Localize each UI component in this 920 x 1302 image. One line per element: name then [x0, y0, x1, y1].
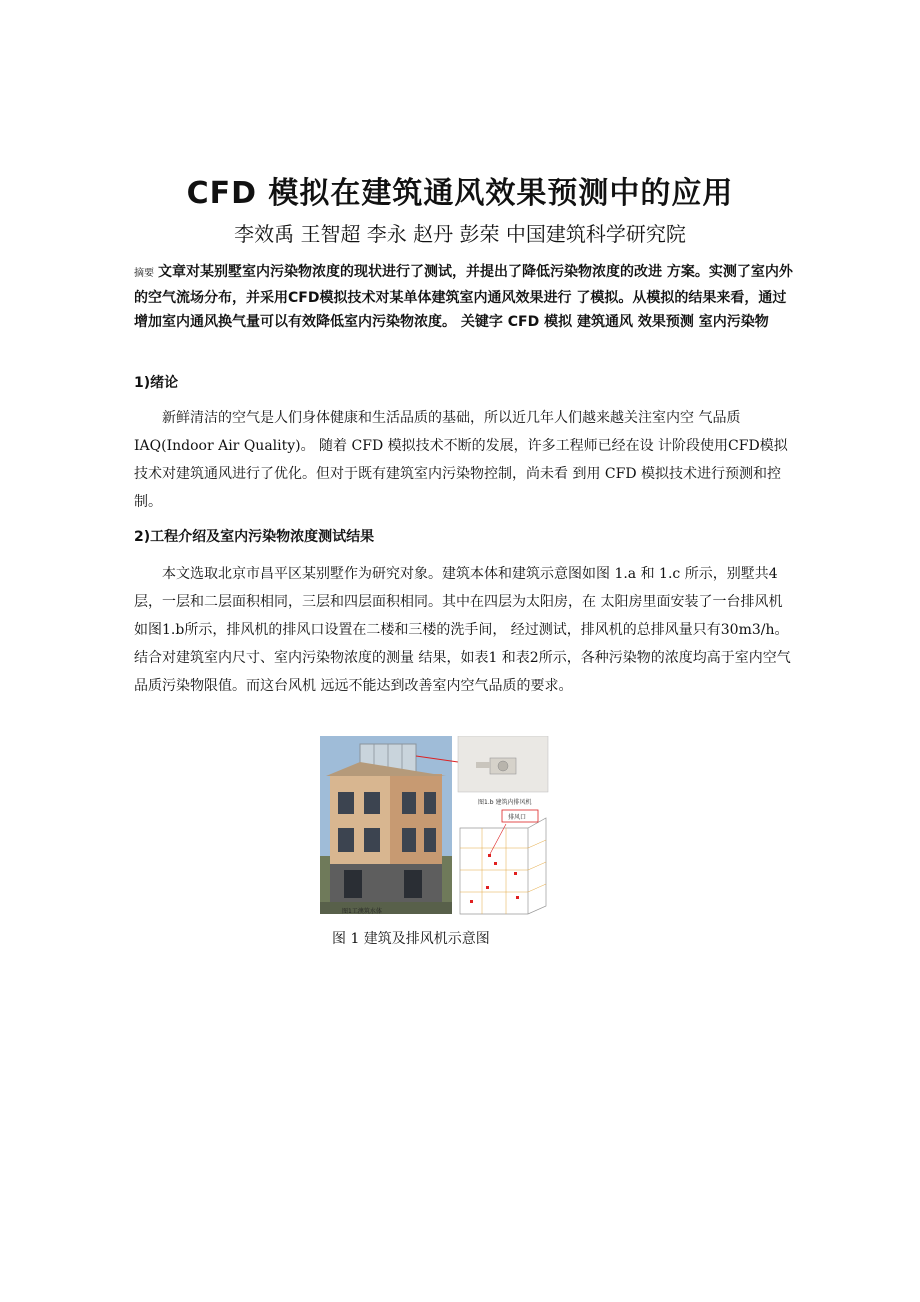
figure-label-a: 图1工澳筑水体 [342, 908, 382, 915]
section-paragraph-1: 新鲜清洁的空气是人们身体健康和生活品质的基础，所以近几年人们越来越关注室内空 气品质 IAQ(Indoor Air Quality)。 随着 CFD 模拟技术不断的发展，许多工程师已经在设 计阶段使用CFD模拟技术对建筑通风进行了优化。但对于既有建筑室内污染物控制，尚未看 到用 CFD 模拟技术进行预测和控制。 [134, 410, 788, 510]
figure-label-b: 图1.b 建筑内排风机 [478, 799, 532, 806]
building-figure [320, 736, 550, 916]
abstract-tag: 摘要 [134, 268, 154, 279]
abstract-text: 文章对某别墅室内污染物浓度的现状进行了测试，并提出了降低污染物浓度的改进 方案。实测了室内外的空气流场分布，并采用CFD模拟技术对某单体建筑室内通风效果进行 了模拟。从模拟的结果来看，通过增加室内通风换气量可以有效降低室内污染物浓度。 关键字 CFD 模拟 建筑通风 效果预测 室内污染物 [134, 264, 793, 330]
figure-caption: 图 1 建筑及排风机示意图 [332, 931, 490, 947]
section-heading-2: 2)工程介绍及室内污染物浓度测试结果 [134, 529, 375, 545]
building-photo [320, 736, 452, 915]
section-heading-1: 1)绪论 [134, 375, 179, 391]
exhaust-schematic [458, 810, 548, 914]
exhaust-fan-photo [458, 736, 548, 806]
author-line: 李效禹 王智超 李永 赵丹 彭荣 中国建筑科学研究院 [234, 222, 686, 246]
section-paragraph-2: 本文选取北京市昌平区某别墅作为研究对象。建筑本体和建筑示意图如图 1.a 和 1.c 所示，别墅共4 层，一层和二层面积相同，三层和四层面积相同。其中在四层为太阳房，在 太阳房里面安装了一台排风机如图1.b所示，排风机的排风口设置在二楼和三楼的洗手间， 经过测试，排风机的总排风量只有30m3/h。结合对建筑室内尺寸、室内污染物浓度的测量 结果，如表1 和表2所示，各种污染物的浓度均高于室内空气品质污染物限值。而这台风机 远远不能达到改善室内空气品质的要求。 [134, 566, 791, 694]
abstract [134, 260, 794, 334]
paper-title: CFD 模拟在建筑通风效果预测中的应用 [186, 176, 734, 211]
figure-label-c: 排风口 [508, 814, 527, 821]
